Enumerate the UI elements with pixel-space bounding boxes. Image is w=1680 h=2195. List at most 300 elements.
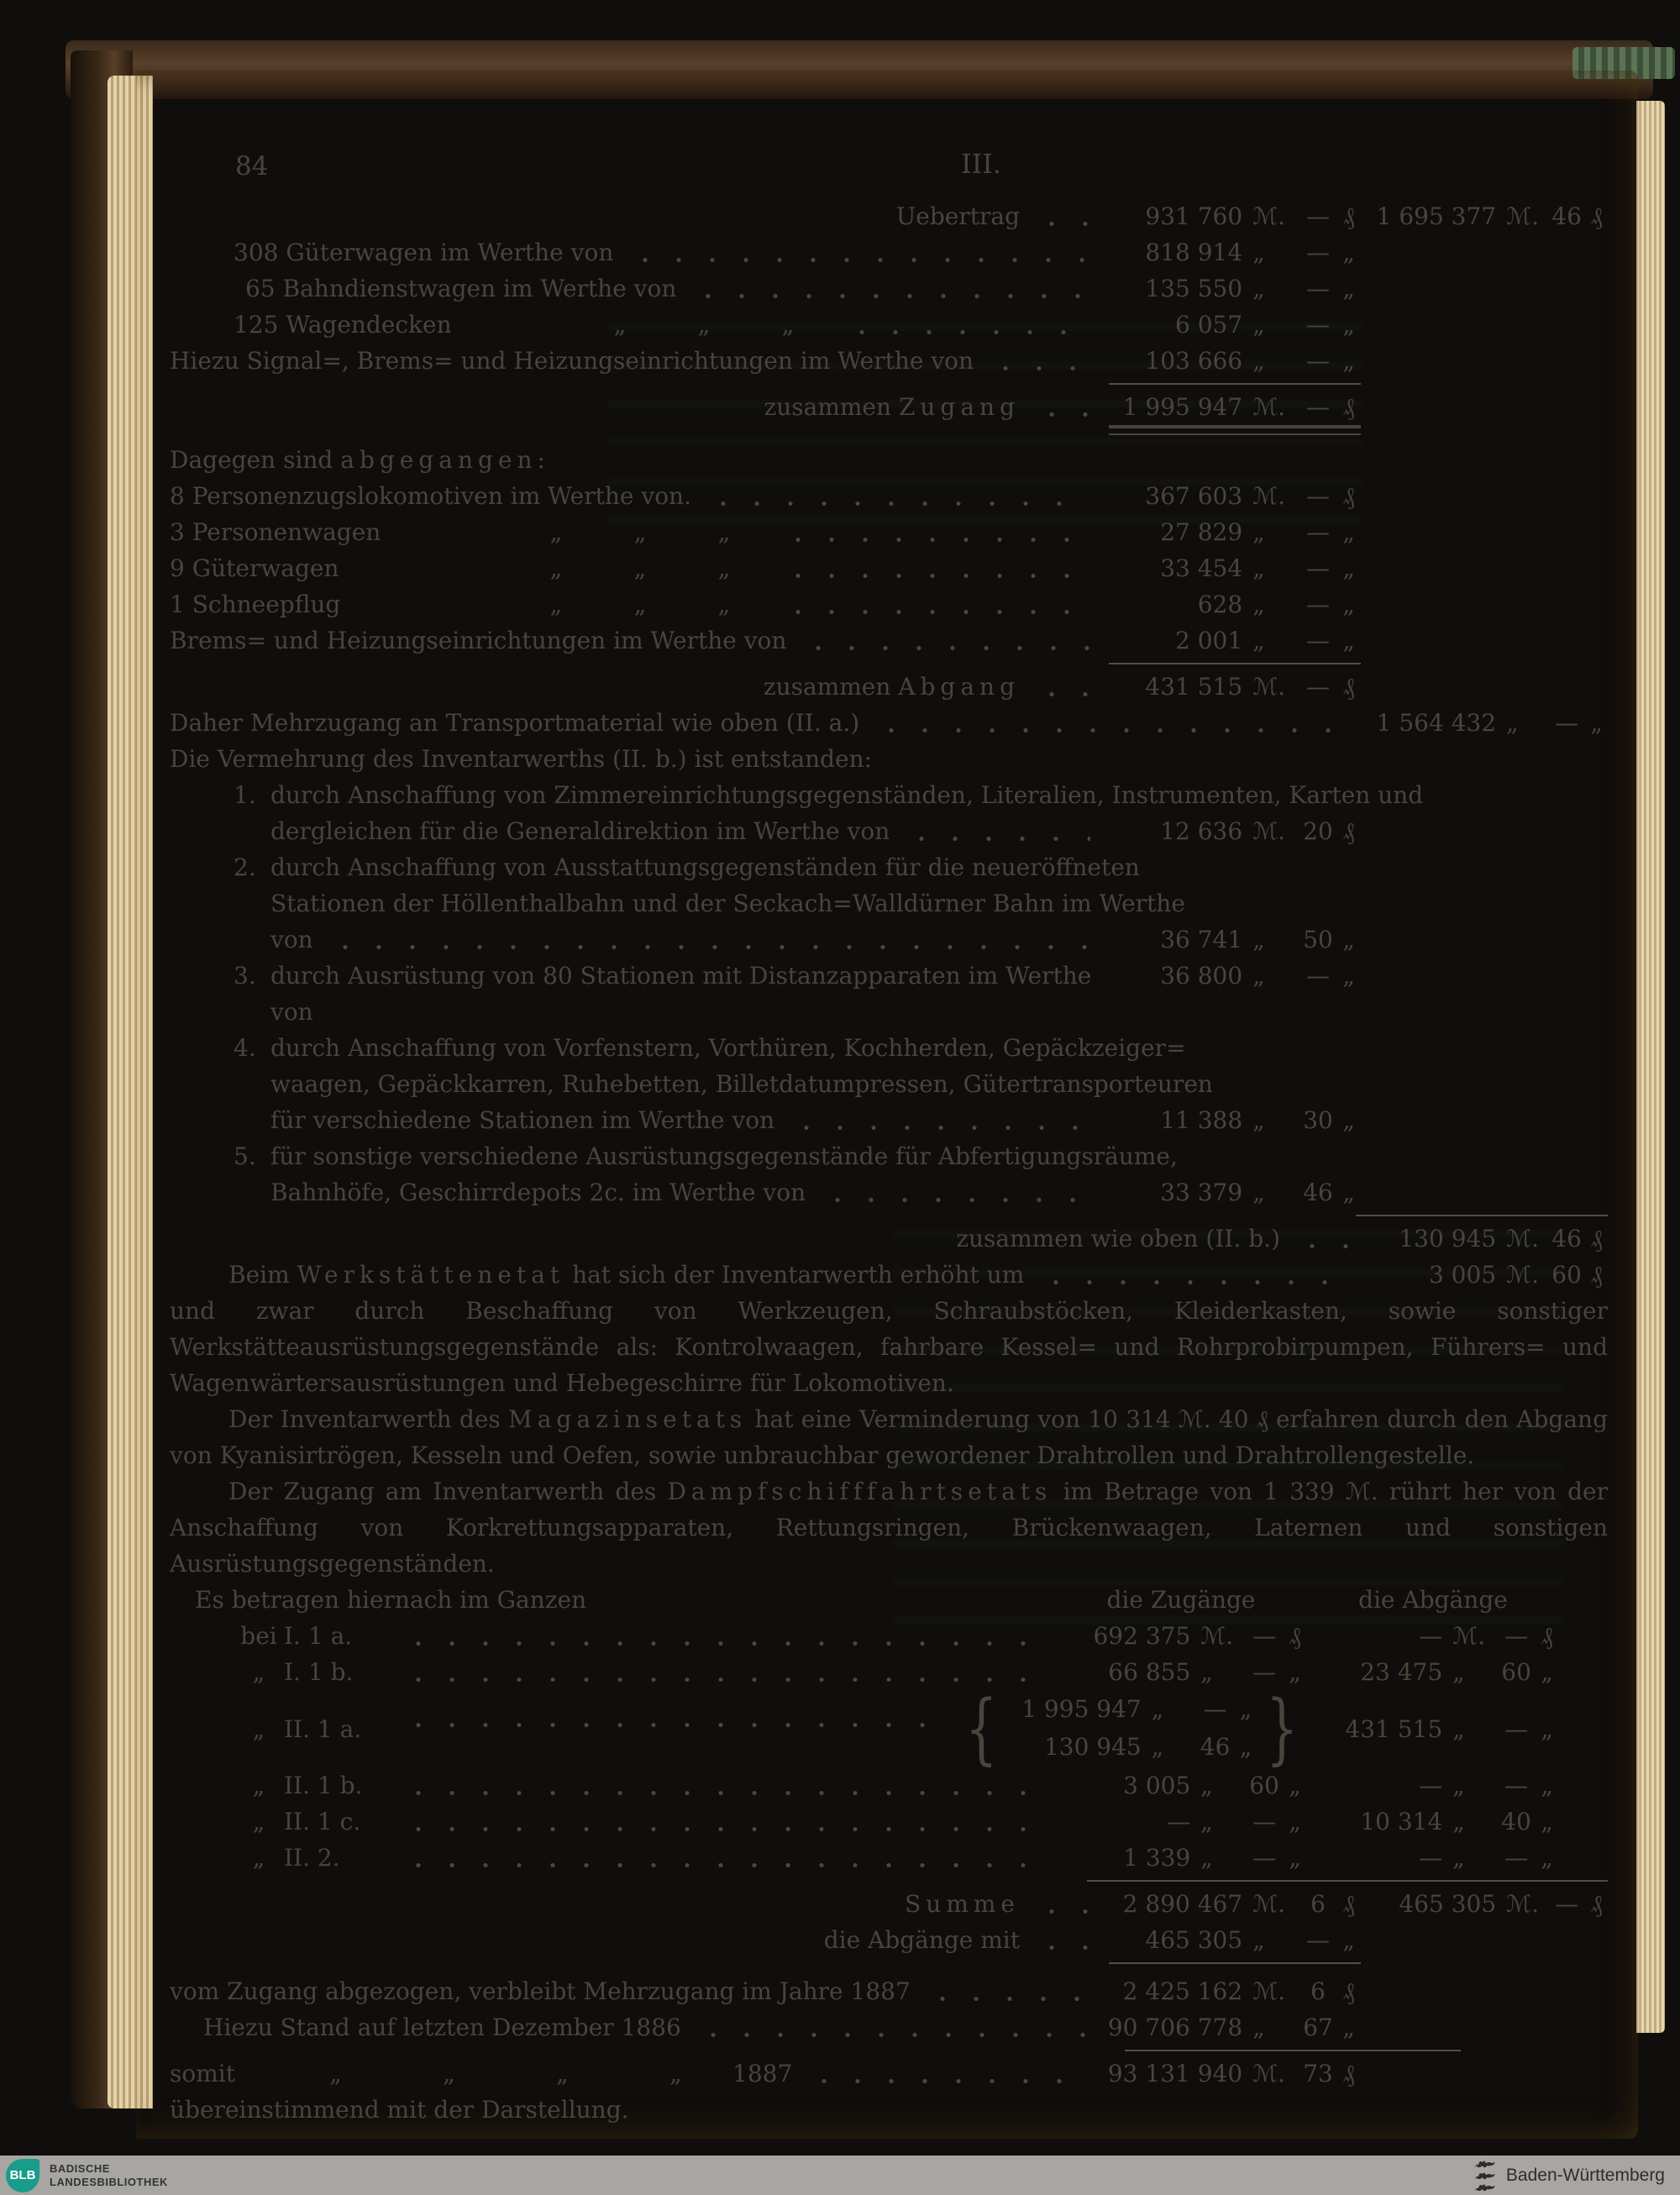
dampfschiff-paragraph — [170, 1473, 1608, 1582]
item-line — [234, 813, 1608, 849]
mark-sign: ℳ. — [1252, 2060, 1286, 2087]
ditto-mark: „ — [549, 591, 563, 618]
pfennig-value: — — [1555, 1890, 1579, 1918]
ditto-mark: „ — [1342, 926, 1355, 953]
ditto-mark: „ — [1342, 275, 1355, 302]
ditto-mark: „ — [1342, 2014, 1355, 2041]
ditto-mark: „ — [781, 311, 795, 339]
heading-text: Dagegen sind — [170, 446, 333, 474]
pfennig-value: — — [1252, 1658, 1277, 1686]
summe-label: Summe — [905, 1890, 1020, 1918]
pfennig-value: — — [1306, 311, 1331, 339]
amount-value: — — [1419, 1622, 1443, 1650]
amount-group — [1100, 1922, 1361, 1958]
blb-logo-text: BLB — [9, 2168, 36, 2182]
pfennig-value: — — [1306, 627, 1331, 654]
row-label: somit — [170, 2060, 235, 2087]
item-number: 4. — [234, 1034, 256, 1062]
magazin-paragraph — [170, 1401, 1608, 1473]
amount-value: 465 305 — [1399, 1890, 1497, 1918]
pfennig-sign: ₰ — [1590, 1225, 1603, 1252]
item-number: 2. — [234, 853, 256, 881]
amount-value: 2 425 162 — [1122, 1977, 1243, 2005]
somit-rule — [170, 2045, 1608, 2056]
ledger-row — [170, 514, 1608, 550]
item-number: 5. — [234, 1142, 256, 1170]
pfennig-value: 30 — [1303, 1106, 1333, 1134]
pfennig-sign: ₰ — [1342, 1890, 1355, 1918]
dot-leader — [1032, 1945, 1090, 1951]
amount-group — [1361, 1257, 1608, 1293]
item-line — [234, 1102, 1608, 1138]
library-footer-bar — [0, 2156, 1680, 2195]
zugang-amount — [1055, 1840, 1307, 1876]
heading-text: Die Vermehrung des Inventarwerths (II. b.) ist entstanden: — [170, 745, 873, 773]
zugang-amount — [1005, 1691, 1257, 1727]
amount-value: — — [1167, 1808, 1191, 1835]
year-value: 1887 — [732, 2060, 793, 2087]
row-prefix: „ — [252, 1844, 265, 1872]
dot-leader — [778, 609, 1090, 615]
amount-value: 3 005 — [1428, 1261, 1497, 1289]
dot-leader — [398, 1790, 1045, 1796]
pfennig-value: — — [1306, 239, 1331, 266]
mark-sign: ℳ. — [1252, 202, 1286, 230]
baden-wuerttemberg-mark — [1474, 2158, 1665, 2193]
ditto-marks — [578, 307, 830, 343]
ditto-mark: „ — [1452, 1715, 1465, 1743]
ditto-mark: „ — [1252, 2014, 1265, 2041]
ditto-mark: „ — [1200, 1844, 1213, 1872]
sum-rule — [170, 659, 1608, 669]
ditto-mark: „ — [633, 591, 647, 618]
ditto-mark: „ — [1252, 275, 1265, 302]
mark-sign: ℳ. — [1506, 1225, 1539, 1252]
amount-group — [1100, 343, 1361, 379]
pfennig-sign: ₰ — [1342, 2060, 1355, 2087]
row-label: Brems= und Heizungseinrichtungen im Werthe von — [170, 627, 787, 654]
row-label: 65 Bahndienstwagen im Werthe von — [245, 275, 677, 302]
ledger-row-uebertrag — [234, 198, 1608, 234]
braced-row — [1005, 1691, 1257, 1729]
ditto-mark: „ — [1252, 926, 1265, 953]
pfennig-sign: ₰ — [1590, 1261, 1603, 1289]
dot-leader — [688, 293, 1090, 299]
row-label: 8 Personenzugslokomotiven im Werthe von. — [170, 482, 691, 510]
item-text: für sonstige verschiedene Ausrüstungsgegenstände für Abfertigungsräume, — [270, 1142, 1178, 1170]
dot-leader — [398, 1722, 947, 1728]
dot-leader — [985, 365, 1090, 371]
left-brace: { — [965, 1683, 998, 1773]
item-line — [234, 885, 1608, 922]
amount-group — [1100, 586, 1361, 622]
dot-leader — [842, 329, 1090, 335]
ditto-mark: „ — [1252, 1106, 1265, 1134]
amount-value: 103 666 — [1145, 347, 1243, 375]
pfennig-value: 60 — [1249, 1772, 1279, 1799]
vermehrung-heading — [170, 741, 1608, 777]
mehrzugang-row — [170, 705, 1608, 741]
ditto-mark: „ — [1289, 1808, 1301, 1835]
dot-leader — [817, 1197, 1090, 1203]
summary-intro: Es betragen hiernach im Ganzen — [195, 1586, 587, 1614]
paragraph-text: Der Zugang am Inventarwerth des — [228, 1478, 668, 1505]
pfennig-value: — — [1555, 709, 1579, 737]
zugang-amount — [1100, 1886, 1361, 1922]
zugang-amount — [1055, 1618, 1307, 1654]
pfennig-value: — — [1252, 1844, 1277, 1872]
page-number: 84 — [235, 151, 269, 181]
pfennig-value: — — [1306, 275, 1331, 302]
horizontal-rule — [1109, 383, 1361, 385]
amount-group — [1100, 2056, 1361, 2092]
ledger-sum-row — [170, 1221, 1608, 1257]
pfennig-value: — — [1306, 518, 1331, 546]
row-label: I. 1 b. — [284, 1658, 354, 1686]
amount-group — [1100, 389, 1361, 425]
ledger-row — [170, 343, 1608, 379]
summe-row — [170, 1886, 1608, 1922]
sum-label: zusammen — [763, 673, 891, 701]
dot-leader — [1032, 412, 1090, 417]
summary-row — [234, 1804, 1608, 1840]
row-prefix: „ — [252, 1715, 265, 1743]
item-line — [234, 958, 1608, 1030]
abgang-amount — [1361, 1886, 1608, 1922]
ditto-mark: „ — [1452, 1658, 1465, 1686]
pfennig-value: 67 — [1303, 2014, 1333, 2041]
ditto-mark: „ — [329, 2060, 342, 2087]
amount-value: 1 995 947 — [1122, 393, 1243, 421]
row-prefix: „ — [252, 1808, 265, 1835]
horizontal-rule — [1125, 2050, 1461, 2051]
item-line — [234, 922, 1608, 958]
amount-value: 66 855 — [1108, 1658, 1191, 1686]
ditto-mark: „ — [556, 2060, 569, 2087]
ditto-mark: „ — [1342, 554, 1355, 582]
amount-value: 130 945 — [1399, 1225, 1497, 1252]
row-label: Hiezu Signal=, Brems= und Heizungseinrichtungen im Werthe von — [170, 347, 974, 375]
amount-value: — — [1419, 1772, 1443, 1799]
ditto-mark: „ — [1342, 1106, 1355, 1134]
item-text: von — [270, 926, 313, 953]
dot-leader — [625, 257, 1090, 263]
column-header-abgaenge: die Abgänge — [1358, 1586, 1508, 1614]
ditto-mark: „ — [1252, 627, 1265, 654]
ledger-row — [234, 270, 1608, 307]
ditto-mark: „ — [1252, 311, 1265, 339]
ditto-mark: „ — [1342, 518, 1355, 546]
amount-value: 465 305 — [1145, 1926, 1243, 1954]
summary-row — [234, 1618, 1608, 1654]
sum-label: zusammen wie oben (II. b.) — [956, 1225, 1280, 1252]
pfennig-value: 60 — [1551, 1261, 1582, 1289]
row-label: I. 1 a. — [284, 1622, 353, 1650]
ditto-mark: „ — [633, 518, 647, 546]
closing-note — [170, 2092, 1608, 2128]
pfennig-sign: ₰ — [1342, 393, 1355, 421]
ditto-marks — [514, 550, 766, 586]
ditto-mark: „ — [1200, 1808, 1213, 1835]
horizontal-rule — [1087, 1880, 1608, 1882]
amount-group — [1100, 198, 1361, 234]
state-label: Baden-Württemberg — [1505, 2165, 1665, 2185]
pfennig-value: — — [1306, 554, 1331, 582]
pfennig-sign: ₰ — [1541, 1622, 1553, 1650]
item-text: dergleichen für die Generaldirektion im Werthe von — [270, 817, 890, 845]
summary-row-braced — [234, 1683, 1608, 1773]
pfennig-value: — — [1306, 962, 1331, 990]
row-prefix: „ — [252, 1772, 265, 1799]
row-prefix: „ — [252, 1658, 265, 1686]
item-text: durch Anschaffung von Zimmereinrichtungsgegenständen, Literalien, Instrumenten, Karten und — [270, 781, 1424, 809]
mark-sign: ℳ. — [1506, 202, 1539, 230]
ditto-mark: „ — [1541, 1808, 1553, 1835]
ditto-mark: „ — [1200, 1772, 1213, 1799]
mark-sign: ℳ. — [1452, 1622, 1486, 1650]
braced-row — [1005, 1729, 1257, 1767]
amount-group — [1100, 307, 1361, 343]
page-content — [170, 198, 1608, 2139]
pfennig-value: — — [1504, 1622, 1529, 1650]
sum-rule — [170, 1210, 1608, 1221]
pfennig-value: — — [1504, 1772, 1529, 1799]
ditto-mark: „ — [1289, 1844, 1301, 1872]
ledger-row — [170, 478, 1608, 514]
dot-leader — [703, 501, 1090, 507]
ditto-mark: „ — [1590, 709, 1603, 737]
pfennig-value: — — [1504, 1844, 1529, 1872]
ditto-mark: „ — [1342, 239, 1355, 266]
abzug-row — [170, 1922, 1608, 1958]
lead-emph: Werkstättenetat — [297, 1261, 565, 1289]
ledger-row — [170, 550, 1608, 586]
pfennig-sign: ₰ — [1289, 1622, 1301, 1650]
mark-sign: ℳ. — [1252, 817, 1286, 845]
pfennig-value: — — [1252, 1622, 1277, 1650]
mark-sign: ℳ. — [1506, 1890, 1539, 1918]
amount-value: 3 005 — [1123, 1772, 1191, 1799]
amount-value: 12 636 — [1160, 817, 1243, 845]
row-label: 308 Güterwagen im Werthe von — [234, 239, 614, 266]
pfennig-value: — — [1306, 202, 1331, 230]
dot-leader — [398, 1641, 1045, 1646]
amount-group — [1361, 705, 1608, 741]
pfennig-value: 46 — [1551, 202, 1582, 230]
amount-group — [1100, 550, 1361, 586]
dot-leader — [1032, 1909, 1090, 1914]
dot-leader — [1032, 691, 1090, 697]
item-text: Bahnhöfe, Geschirrdepots 2c. im Werthe von — [270, 1179, 806, 1206]
amount-value: — — [1419, 1844, 1443, 1872]
mark-sign: ℳ. — [1252, 673, 1286, 701]
amount-group — [1361, 1221, 1608, 1257]
page-stack-right — [1636, 101, 1665, 2033]
item-line — [234, 1030, 1608, 1066]
dot-leader — [398, 1826, 1045, 1832]
note-text: übereinstimmend mit der Darstellung. — [170, 2096, 629, 2124]
pfennig-value: 50 — [1303, 926, 1333, 953]
abzug-label: die Abgänge mit — [823, 1926, 1020, 1954]
pfennig-value: — — [1306, 482, 1331, 510]
book-page — [136, 71, 1638, 2139]
abgang-amount — [1307, 1711, 1559, 1747]
pfennig-value: — — [1306, 393, 1331, 421]
braced-amounts — [1005, 1691, 1257, 1767]
pfennig-sign: ₰ — [1590, 1890, 1603, 1918]
row-label: II. 1 a. — [284, 1715, 362, 1743]
uebertrag-label: Uebertrag — [895, 202, 1020, 230]
pfennig-value: 73 — [1303, 2060, 1333, 2087]
library-name-line2: LANDESBIBLIOTHEK — [50, 2175, 168, 2188]
pfennig-sign: ₰ — [1342, 202, 1355, 230]
ledger-row — [234, 234, 1608, 270]
dot-leader — [786, 1125, 1090, 1131]
abgang-amount — [1307, 1804, 1559, 1840]
ditto-mark: „ — [1200, 1658, 1213, 1686]
item-number: 1. — [234, 781, 256, 809]
mark-sign: ℳ. — [1200, 1622, 1234, 1650]
pfennig-value: 6 — [1310, 1890, 1326, 1918]
ditto-mark: „ — [1342, 627, 1355, 654]
ledger-row — [234, 307, 1608, 343]
amount-group — [1100, 270, 1361, 307]
amount-group-total — [1361, 198, 1608, 234]
amount-value: 36 800 — [1160, 962, 1243, 990]
amount-value: 367 603 — [1145, 482, 1243, 510]
dot-leader — [325, 944, 1090, 950]
item-line — [234, 849, 1608, 885]
mark-sign: ℳ. — [1506, 1261, 1539, 1289]
amount-group — [1100, 234, 1361, 270]
pfennig-value: 46 — [1200, 1733, 1231, 1761]
ditto-mark: „ — [1239, 1733, 1252, 1761]
paragraph-text: hat eine Verminderung von 10 314 ℳ. 40 ₰ erfahren durch den Abgang von Kyanisirtrögen, Kesseln und Oefen, sowie unbrauchbar gewordener Drahtrollen und Drahtrollengestelle. — [170, 1405, 1608, 1469]
werkstaette-lead — [170, 1257, 1608, 1293]
dot-leader — [693, 2032, 1090, 2038]
item-text: durch Anschaffung von Vorfenstern, Vorthüren, Kochherden, Gepäckzeiger= — [270, 1034, 1186, 1062]
abgang-amount — [1307, 1618, 1559, 1654]
row-label: 1 Schneepflug — [170, 591, 341, 618]
pfennig-sign: ₰ — [1342, 817, 1355, 845]
amount-value: 1 564 432 — [1376, 709, 1497, 737]
ditto-mark: „ — [1252, 518, 1265, 546]
ditto-mark: „ — [717, 518, 731, 546]
horizontal-rule — [1109, 1962, 1361, 1964]
ditto-mark: „ — [613, 311, 627, 339]
ditto-mark: „ — [669, 2060, 682, 2087]
dot-leader — [804, 2078, 1090, 2084]
ditto-mark: „ — [1452, 1772, 1465, 1799]
ditto-mark: „ — [1252, 962, 1265, 990]
ditto-marks — [514, 514, 766, 550]
amount-group — [1100, 1174, 1361, 1210]
item-line — [234, 777, 1608, 813]
ditto-mark: „ — [1252, 347, 1265, 375]
pfennig-value: — — [1306, 347, 1331, 375]
chapter-numeral: III. — [961, 148, 1002, 180]
ditto-mark: „ — [1541, 1844, 1553, 1872]
amount-value: 27 829 — [1160, 518, 1243, 546]
amount-value: 692 375 — [1093, 1622, 1191, 1650]
pfennig-value: — — [1306, 591, 1331, 618]
pfennig-value: — — [1306, 673, 1331, 701]
closing-row — [170, 1973, 1608, 2009]
ledger-sum-row — [170, 389, 1608, 425]
ditto-mark: „ — [1342, 1179, 1355, 1206]
amount-value: 36 741 — [1160, 926, 1243, 953]
double-rule — [1109, 425, 1361, 435]
abgang-amount — [1307, 1767, 1559, 1804]
dot-leader — [398, 1862, 1045, 1868]
amount-group — [1100, 958, 1361, 994]
heading-emph: abgegangen: — [340, 446, 550, 474]
item-text: durch Anschaffung von Ausstattungsgegenständen für die neueröffneten — [270, 853, 1140, 881]
amount-value: 10 314 — [1360, 1808, 1443, 1835]
ditto-mark: „ — [1342, 962, 1355, 990]
amount-group — [1100, 2009, 1361, 2045]
amount-group — [1100, 922, 1361, 958]
abzug-rule — [170, 1958, 1608, 1968]
amount-group — [1100, 1102, 1361, 1138]
pfennig-value: — — [1504, 1715, 1529, 1743]
paragraph-text: im Betrage von 1 339 ℳ. rührt her von der Anschaffung von Korkrettungsapparaten, Rettungsringen, Brückenwaagen, Laternen und sonstigen Ausrüstungsgegenständen. — [170, 1478, 1608, 1578]
ditto-mark: „ — [1452, 1808, 1465, 1835]
pfennig-value: — — [1203, 1695, 1227, 1723]
amount-value: 431 515 — [1345, 1715, 1443, 1743]
ditto-mark: „ — [1342, 1926, 1355, 1954]
somit-row — [170, 2056, 1608, 2092]
item-line — [234, 1138, 1608, 1174]
ditto-mark: „ — [1252, 1179, 1265, 1206]
ditto-mark: „ — [1541, 1772, 1553, 1799]
library-name — [50, 2162, 168, 2189]
amount-value: 33 379 — [1160, 1179, 1243, 1206]
item-text: für verschiedene Stationen im Werthe von — [270, 1106, 775, 1134]
dot-leader — [778, 573, 1090, 579]
dot-leader — [398, 1677, 1045, 1683]
mark-sign: ℳ. — [1252, 482, 1286, 510]
ditto-mark: „ — [717, 591, 731, 618]
paragraph-text: Der Inventarwerth des — [228, 1405, 509, 1433]
summary-row — [234, 1767, 1608, 1804]
lead-text: hat sich der Inventarwerth erhöht um — [572, 1261, 1025, 1289]
ditto-mark: „ — [1452, 1844, 1465, 1872]
item-text: waagen, Gepäckkarren, Ruhebetten, Billetdatumpressen, Gütertransporteuren — [270, 1070, 1213, 1098]
summe-rule — [170, 1876, 1608, 1886]
ledger-row — [170, 586, 1608, 622]
ditto-mark: „ — [1342, 347, 1355, 375]
dot-leader — [1036, 1279, 1351, 1285]
amount-value: 431 515 — [1145, 673, 1243, 701]
row-label: II. 1 b. — [284, 1772, 363, 1799]
column-header-zugaenge: die Zugänge — [1106, 1586, 1256, 1614]
pfennig-value: — — [1306, 1926, 1331, 1954]
abgang-amount — [1307, 1840, 1559, 1876]
dot-leader — [1292, 1243, 1351, 1249]
mark-sign: ℳ. — [1252, 393, 1286, 421]
summary-row — [234, 1840, 1608, 1876]
ditto-mark: „ — [633, 554, 647, 582]
ditto-mark: „ — [1541, 1715, 1553, 1743]
ditto-mark: „ — [1342, 311, 1355, 339]
dot-leader — [798, 645, 1090, 651]
ditto-mark: „ — [1239, 1695, 1252, 1723]
sum-rule — [170, 379, 1608, 389]
mark-sign: ℳ. — [1252, 1890, 1286, 1918]
row-label: 9 Güterwagen — [170, 554, 339, 582]
row-label: Daher Mehrzugang an Transportmaterial wie oben (II. a.) — [170, 709, 860, 737]
